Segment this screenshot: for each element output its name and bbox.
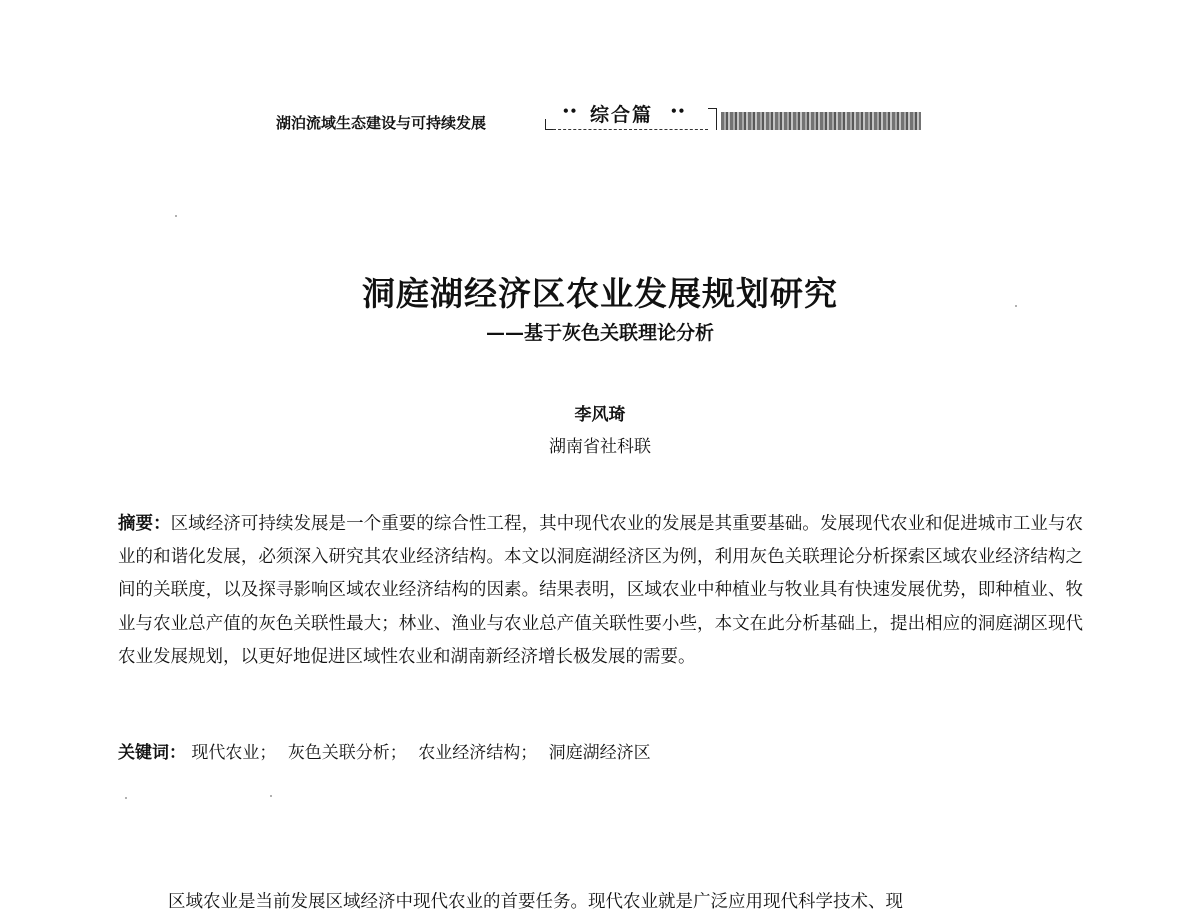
section-label: 综合篇 (590, 104, 654, 126)
abstract-label: 摘要： (118, 514, 171, 534)
keyword-item: 现代农业； (191, 743, 277, 763)
scan-speck (125, 797, 127, 799)
author-affiliation: 湖南省社科联 (549, 437, 651, 457)
book-title: 湖泊流域生态建设与可持续发展 (276, 114, 487, 132)
author-name: 李风琦 (574, 405, 626, 425)
body-paragraph: 区域农业是当前发展区域经济中现代农业的首要任务。现代农业就是广泛应用现代科学技术、现 (168, 892, 903, 912)
keyword-item: 农业经济结构； (418, 743, 538, 763)
paper-title: 洞庭湖经济区农业发展规划研究 (362, 274, 838, 313)
section-dots-right: •• (670, 104, 686, 118)
keywords (118, 738, 1083, 763)
abstract (118, 508, 1083, 674)
scan-speck (175, 215, 177, 217)
section-label-box (562, 100, 730, 130)
keywords-label: 关键词： (118, 743, 186, 763)
keyword-item: 洞庭湖经济区 (548, 743, 651, 763)
scan-speck (270, 795, 272, 797)
section-dots-left: •• (562, 104, 578, 118)
abstract-text: 区域经济可持续发展是一个重要的综合性工程，其中现代农业的发展是其重要基础。发展现代农业和促进城市工业与农业的和谐化发展，必须深入研究其农业经济结构。本文以洞庭湖经济区为例，利用灰色关联理论分析探索区域农业经济结构之间的关联度，以及探寻影响区域农业经济结构的因素。结果表明，区域农业中种植业与牧业具有快速发展优势，即种植业、牧业与农业总产值的灰色关联性最大；林业、渔业与农业总产值关联性要小些，本文在此分析基础上，提出相应的洞庭湖区现代农业发展规划，以更好地促进区域性农业和湖南新经济增长极发展的需要。 (118, 514, 1083, 667)
running-header (270, 100, 930, 138)
paper-subtitle: ——基于灰色关联理论分析 (485, 322, 714, 344)
keyword-item: 灰色关联分析； (287, 743, 407, 763)
scan-speck (1015, 305, 1017, 307)
header-banner-pattern (721, 112, 921, 130)
